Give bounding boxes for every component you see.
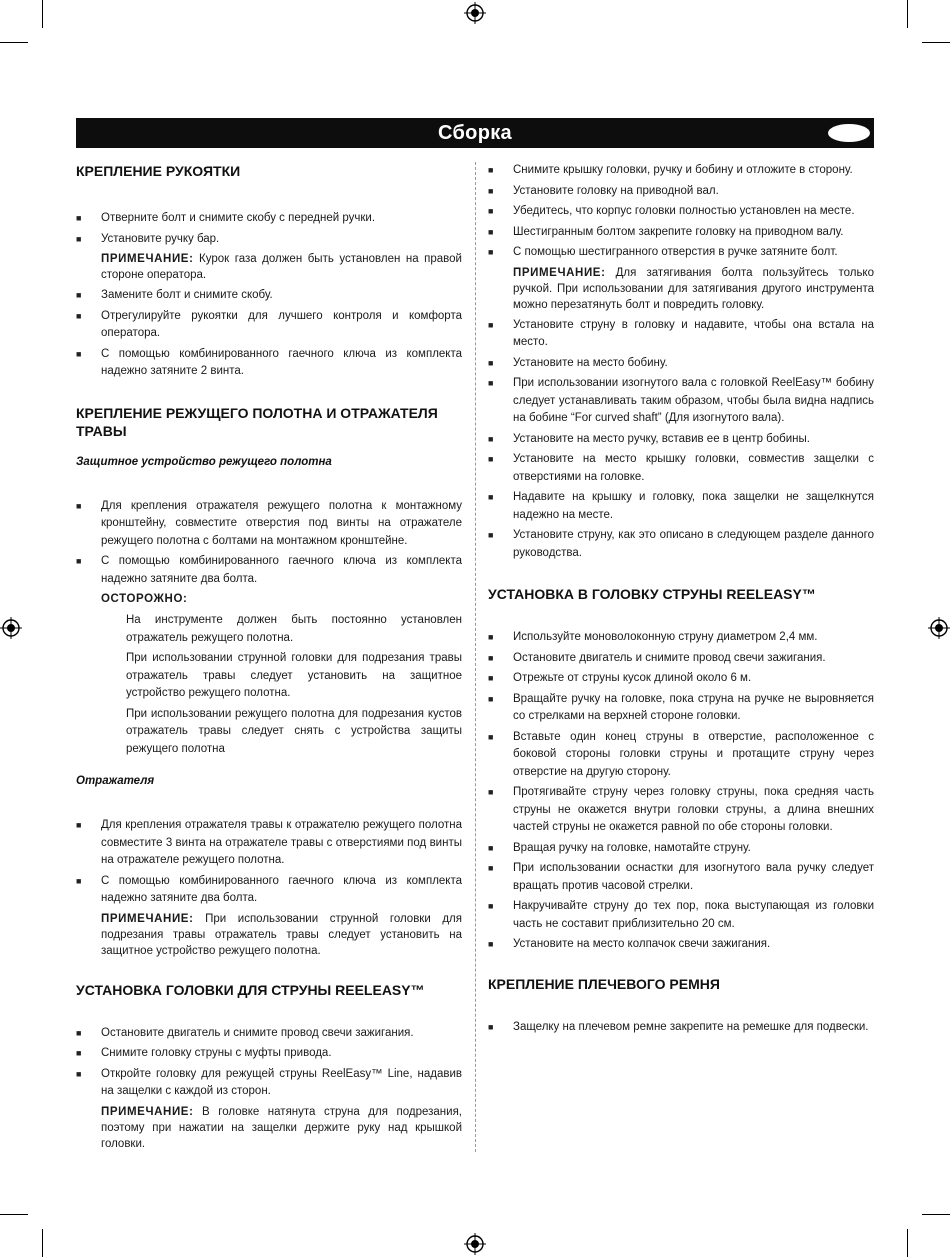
- list-item: ■ Установите ручку бар.: [76, 231, 462, 249]
- note-text: Для затягивания болта пользуйтесь только ручкой. При использовании для затягивания другого инструмента можно перезатянуть болт и повредить головку.: [513, 266, 874, 311]
- note-label: ПРИМЕЧАНИЕ:: [513, 266, 606, 279]
- list-item: ■ Для крепления отражателя режущего полотна к монтажному кронштейну, совместите отверстия под винты на отражателе режущего полотна с болтами на монтажном кронштейне.: [76, 498, 462, 551]
- crop-mark-bottom-left-h: [0, 1214, 28, 1215]
- note-handle: [76, 251, 462, 283]
- caution-text: На инструменте должен быть постоянно установлен отражатель режущего полотна.: [126, 614, 462, 644]
- list-item: ■ Откройте головку для режущей струны ReelEasy™ Line, надавив на защелки с каждой из сторон.: [76, 1066, 462, 1101]
- registration-mark-bottom-icon: [464, 1233, 486, 1255]
- list-item: ■ Остановите двигатель и снимите провод свечи зажигания.: [76, 1025, 462, 1043]
- crop-mark-bottom-left: [42, 1229, 43, 1257]
- caution-text: При использовании режущего полотна для подрезания кустов отражатель травы следует снять с устройства защиты режущего полотна: [126, 707, 462, 755]
- list-item: ■ Накручивайте струну до тех пор, пока выступающая из головки часть не составит приблизительно 20 см.: [488, 898, 874, 933]
- list-item: ■ Протягивайте струну через головку струны, пока средняя часть струны не окажется внутри головки струны, а длина внешних частей струны не окажется равной по обе стороны головки.: [488, 784, 874, 837]
- list-item: ■ Установите головку на приводной вал.: [488, 183, 874, 201]
- head-install-steps: [76, 1025, 462, 1101]
- page-number-oval: [828, 124, 870, 142]
- section-heading-string: УСТАНОВКА В ГОЛОВКУ СТРУНЫ REELEASY™: [488, 586, 816, 602]
- note-label: ПРИМЕЧАНИЕ:: [101, 1105, 194, 1118]
- head-install-steps-cont-2: [488, 317, 874, 563]
- list-item: ■ Остановите двигатель и снимите провод свечи зажигания.: [488, 650, 874, 668]
- list-item: ■ Установите струну в головку и надавите, чтобы она встала на место.: [488, 317, 874, 352]
- registration-mark-left-icon: [0, 617, 22, 639]
- caution-text: При использовании струнной головки для подрезания травы отражатель травы следует установить на защитное устройство режущего полотна.: [126, 652, 462, 699]
- list-item: ■ С помощью шестигранного отверстия в ручке затяните болт.: [488, 244, 874, 262]
- deflector-steps: [76, 817, 462, 908]
- note-text: Курок газа должен быть установлен на правой стороне оператора.: [101, 253, 462, 281]
- list-item: ■ Вставьте один конец струны в отверстие, расположенное с боковой стороны головки струны и протащите струну через отверстие на другую сторону.: [488, 729, 874, 782]
- list-item: ■ Установите струну, как это описано в следующем разделе данного руководства.: [488, 527, 874, 562]
- list-item: ■ С помощью комбинированного гаечного ключа из комплекта надежно затяните два болта.: [76, 553, 462, 588]
- note-head-install: [76, 1104, 462, 1152]
- list-item: ■ С помощью комбинированного гаечного ключа из комплекта надежно затяните два болта.: [76, 873, 462, 908]
- note-text: При использовании струнной головки для подрезания травы отражатель травы следует установить на защитное устройство режущего полотна.: [101, 912, 462, 957]
- list-item: ■ Установите на место бобину.: [488, 355, 874, 373]
- list-item: ■ Надавите на крышку и головку, пока защелки не защелкнутся надежно на месте.: [488, 489, 874, 524]
- list-item: ■ Вращайте ручку на головке, пока струна на ручке не выровняется со стрелками на верхней стороне головки.: [488, 691, 874, 726]
- subheading-blade-guard: Защитное устройство режущего полотна: [76, 455, 332, 468]
- caution-label: ОСТОРОЖНО:: [101, 593, 188, 605]
- string-steps: [488, 629, 874, 954]
- registration-mark-right-icon: [928, 617, 950, 639]
- crop-mark-bottom-right: [907, 1229, 908, 1257]
- registration-mark-top-icon: [464, 2, 486, 24]
- list-item: ■ Отрегулируйте рукоятки для лучшего контроля и комфорта оператора.: [76, 308, 462, 343]
- list-item: ■ Снимите крышку головки, ручку и бобину и отложите в сторону.: [488, 162, 874, 180]
- list-item: ■ Снимите головку струны с муфты привода.: [76, 1045, 462, 1063]
- list-item: ■ Установите на место ручку, вставив ее в центр бобины.: [488, 431, 874, 449]
- note-deflector: [76, 911, 462, 959]
- note-text: В головке натянута струна для подрезания, поэтому при нажатии на защелки держите руку над крышкой головки.: [101, 1105, 462, 1150]
- list-item: ■ Установите на место крышку головки, совместив защелки с отверстиями на головке.: [488, 451, 874, 486]
- subheading-deflector: Отражателя: [76, 775, 155, 787]
- head-install-steps-cont: [488, 162, 874, 262]
- handle-steps: [76, 210, 462, 248]
- list-item: ■ При использовании изогнутого вала с головкой ReelEasy™ бобину следует устанавливать таким образом, чтобы была видна надпись на бобине “For curved shaft” (Для изогнутого вала).: [488, 375, 874, 428]
- list-item: ■ Установите на место колпачок свечи зажигания.: [488, 936, 874, 954]
- left-column: [76, 162, 462, 1156]
- crop-mark-top-left: [42, 0, 43, 28]
- note-bolt: [488, 265, 874, 313]
- section-heading-head-install: УСТАНОВКА ГОЛОВКИ ДЛЯ СТРУНЫ REELEASY™: [76, 981, 425, 998]
- page-title-bar: [76, 118, 874, 148]
- list-item: ■ С помощью комбинированного гаечного ключа из комплекта надежно затяните 2 винта.: [76, 346, 462, 381]
- crop-mark-top-left-h: [0, 42, 28, 43]
- right-column: [488, 162, 874, 1039]
- crop-mark-top-right: [907, 0, 908, 28]
- note-label: ПРИМЕЧАНИЕ:: [101, 912, 194, 925]
- crop-mark-top-right-h: [922, 42, 950, 43]
- list-item: ■ Отверните болт и снимите скобу с передней ручки.: [76, 210, 462, 228]
- list-item: ■ Используйте моноволоконную струну диаметром 2,4 мм.: [488, 629, 874, 647]
- list-item: ■ Вращая ручку на головке, намотайте струну.: [488, 840, 874, 858]
- list-item: ■ При использовании оснастки для изогнутого вала ручку следует вращать против часовой стрелки.: [488, 860, 874, 895]
- column-divider: [475, 162, 476, 1152]
- list-item: ■ Для крепления отражателя травы к отражателю режущего полотна совместите 3 винта на отражателе травы с отверстиями под винты на отражателе режущего полотна.: [76, 817, 462, 870]
- section-heading-handle: КРЕПЛЕНИЕ РУКОЯТКИ: [76, 163, 241, 179]
- section-heading-blade: КРЕПЛЕНИЕ РЕЖУЩЕГО ПОЛОТНА И ОТРАЖАТЕЛЯ ТРАВЫ: [76, 404, 438, 439]
- list-item: ■ Отрежьте от струны кусок длиной около 6 м.: [488, 670, 874, 688]
- list-item: ■ Шестигранным болтом закрепите головку на приводном валу.: [488, 224, 874, 242]
- strap-steps: [488, 1019, 874, 1037]
- note-label: ПРИМЕЧАНИЕ:: [101, 253, 194, 265]
- handle-steps-2: [76, 287, 462, 381]
- list-item: ■ Замените болт и снимите скобу.: [76, 287, 462, 305]
- crop-mark-bottom-right-h: [922, 1214, 950, 1215]
- blade-steps: [76, 498, 462, 589]
- list-item: ■ Убедитесь, что корпус головки полностью установлен на месте.: [488, 203, 874, 221]
- section-heading-strap: КРЕПЛЕНИЕ ПЛЕЧЕВОГО РЕМНЯ: [488, 975, 720, 992]
- list-item: ■ Защелку на плечевом ремне закрепите на ремешке для подвески.: [488, 1019, 874, 1037]
- page-title: Сборка: [438, 122, 512, 144]
